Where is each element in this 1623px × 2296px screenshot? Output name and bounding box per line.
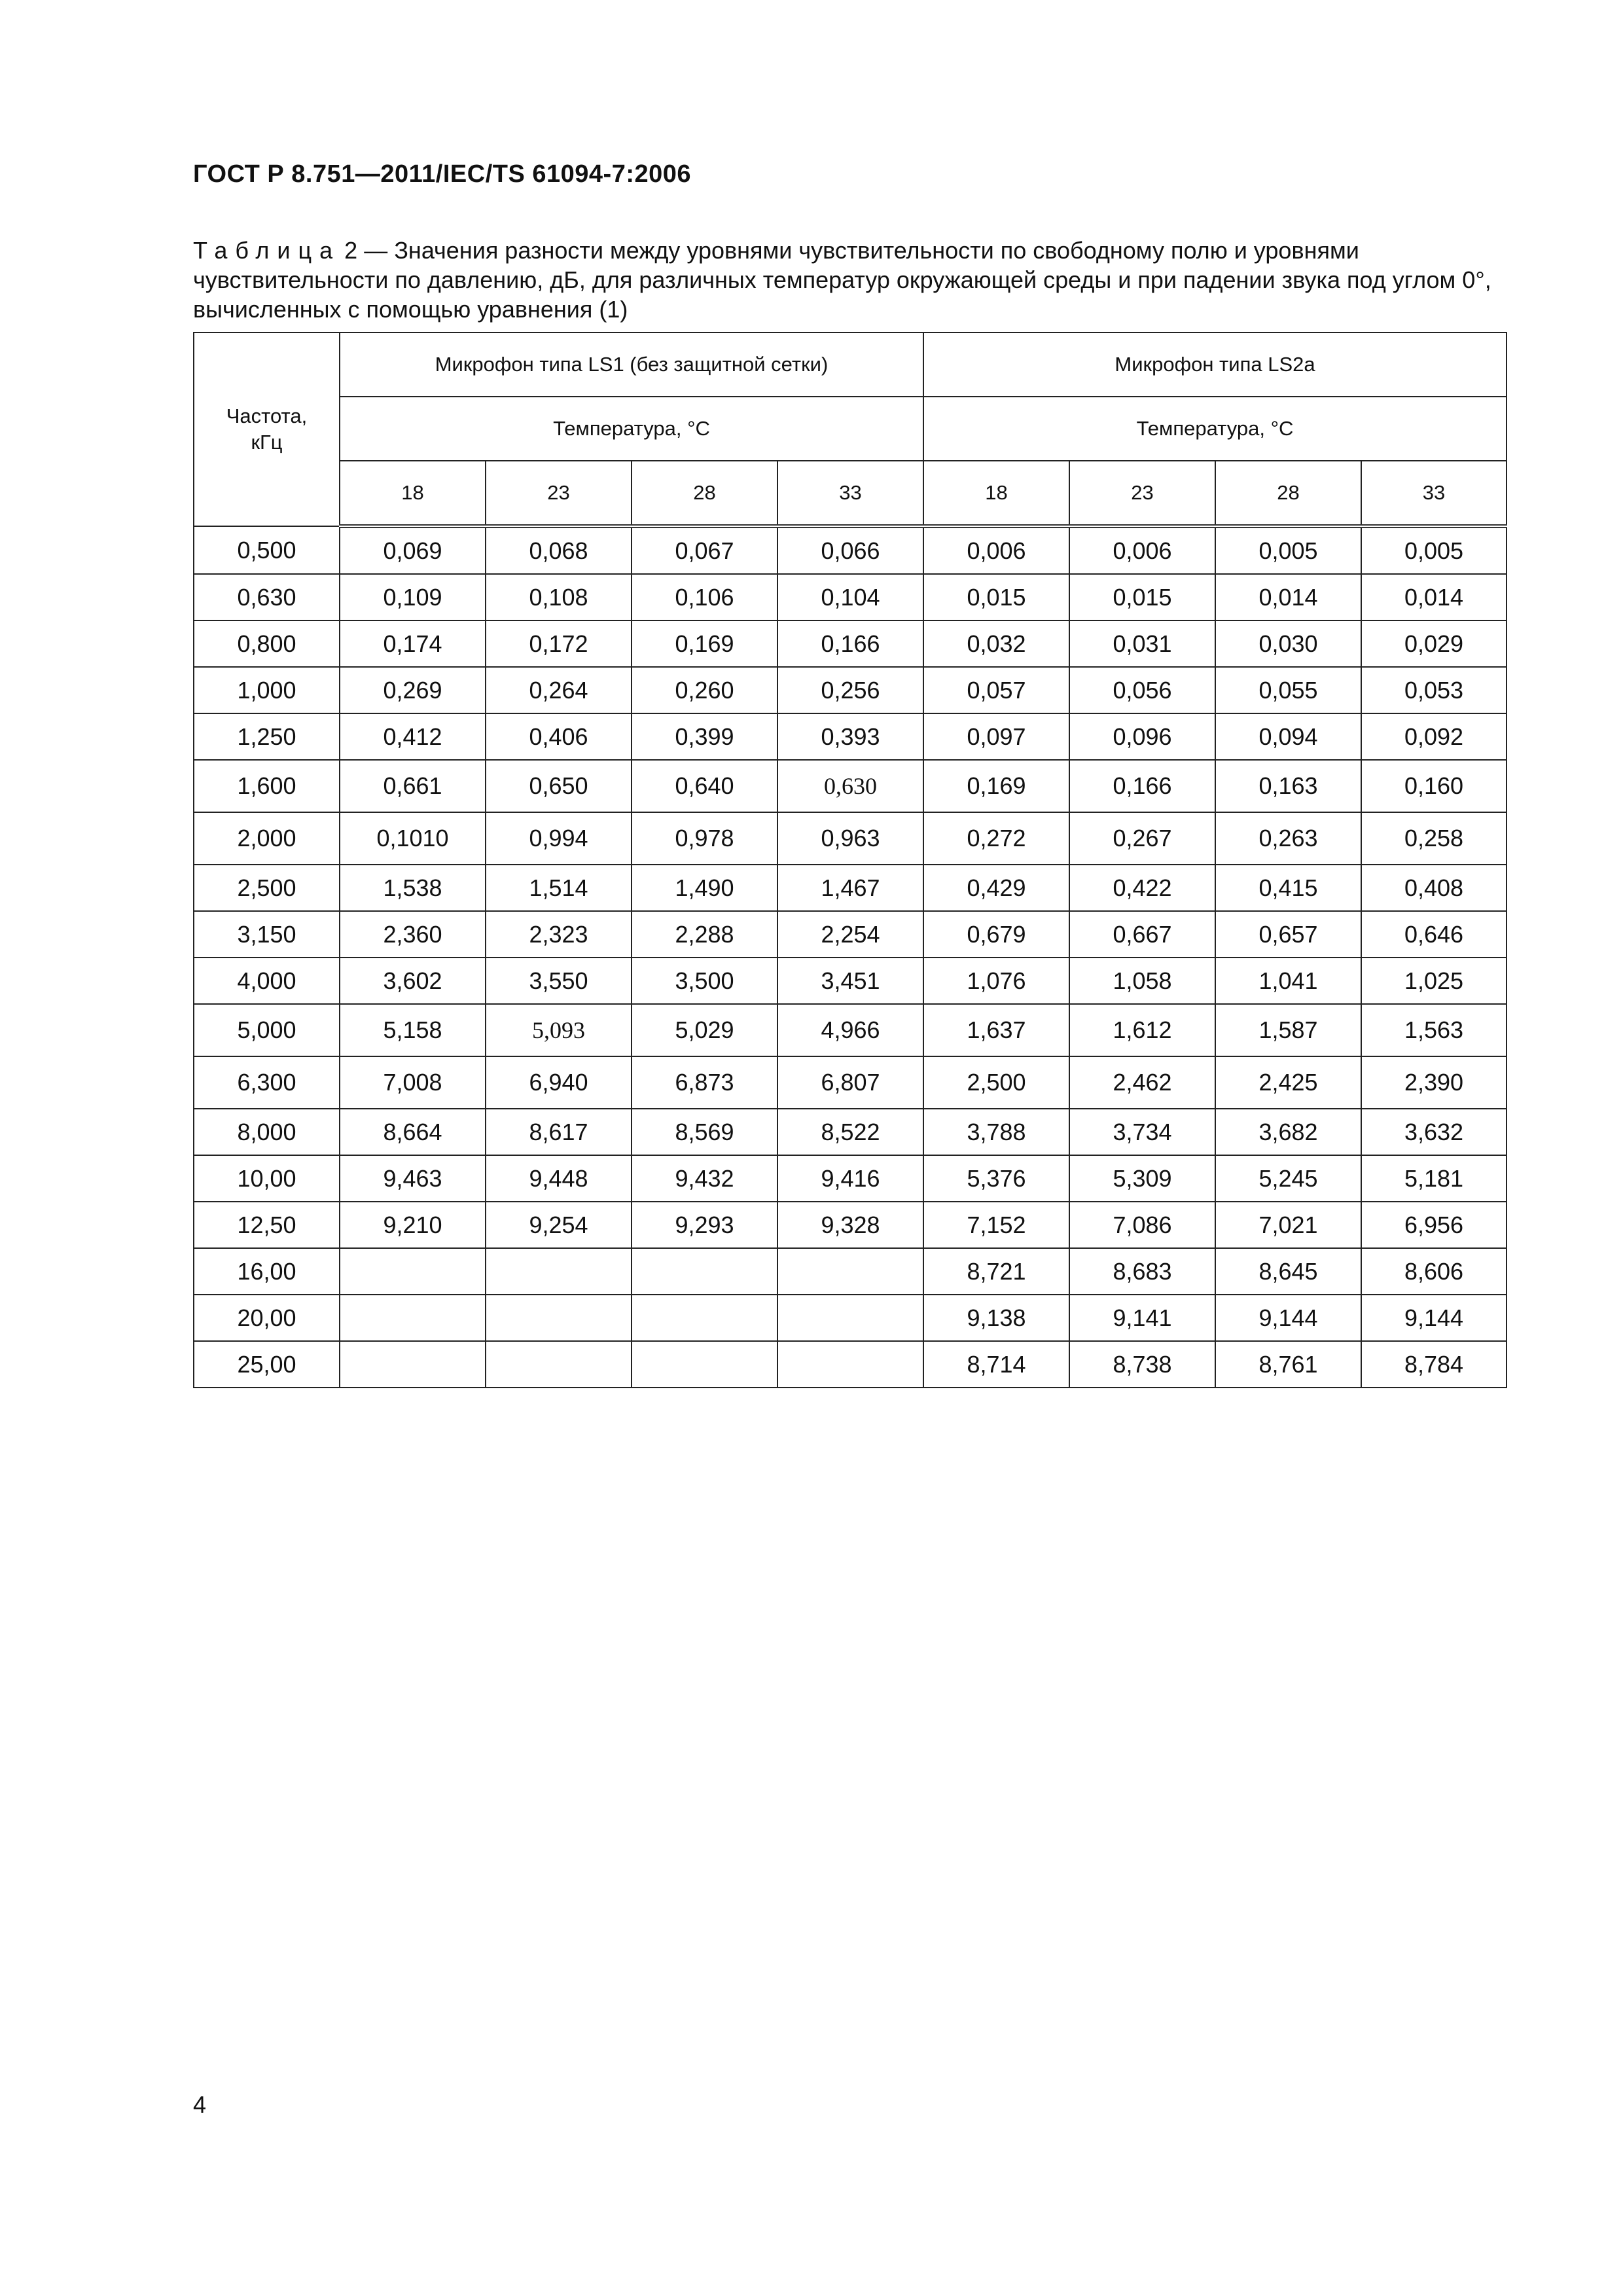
value-cell: 0,094 xyxy=(1215,713,1361,760)
table-row xyxy=(194,574,1507,620)
table-caption xyxy=(193,236,1495,324)
value-cell: 6,873 xyxy=(632,1056,777,1109)
value-cell: 0,415 xyxy=(1215,865,1361,911)
value-cell: 1,025 xyxy=(1361,958,1507,1004)
value-cell: 2,323 xyxy=(486,911,632,958)
value-cell: 0,053 xyxy=(1361,667,1507,713)
table-row xyxy=(194,1056,1507,1109)
table-row xyxy=(194,667,1507,713)
value-cell: 9,141 xyxy=(1069,1295,1215,1341)
table-row xyxy=(194,1202,1507,1248)
value-cell: 0,994 xyxy=(486,812,632,865)
table-row xyxy=(194,911,1507,958)
value-cell: 1,587 xyxy=(1215,1004,1361,1056)
value-cell: 1,058 xyxy=(1069,958,1215,1004)
value-cell: 0,166 xyxy=(777,620,923,667)
value-cell: 0,269 xyxy=(340,667,486,713)
temperature-column-header: 28 xyxy=(632,461,777,526)
value-cell xyxy=(340,1341,486,1388)
value-cell: 8,761 xyxy=(1215,1341,1361,1388)
value-cell: 9,328 xyxy=(777,1202,923,1248)
value-cell: 8,784 xyxy=(1361,1341,1507,1388)
value-cell: 3,602 xyxy=(340,958,486,1004)
value-cell: 2,360 xyxy=(340,911,486,958)
frequency-cell: 1,250 xyxy=(194,713,340,760)
temperature-column-header: 33 xyxy=(1361,461,1507,526)
value-cell: 8,569 xyxy=(632,1109,777,1155)
value-cell: 0,068 xyxy=(486,526,632,574)
value-cell: 0,412 xyxy=(340,713,486,760)
value-cell: 0,429 xyxy=(923,865,1069,911)
value-cell: 1,076 xyxy=(923,958,1069,1004)
value-cell: 0,014 xyxy=(1361,574,1507,620)
value-cell: 6,807 xyxy=(777,1056,923,1109)
value-cell: 9,138 xyxy=(923,1295,1069,1341)
frequency-cell: 2,500 xyxy=(194,865,340,911)
value-cell: 0,092 xyxy=(1361,713,1507,760)
value-cell: 0,630 xyxy=(777,760,923,812)
value-cell: 6,940 xyxy=(486,1056,632,1109)
table-row xyxy=(194,713,1507,760)
value-cell: 2,390 xyxy=(1361,1056,1507,1109)
value-cell: 0,108 xyxy=(486,574,632,620)
value-cell: 8,522 xyxy=(777,1109,923,1155)
table-row xyxy=(194,526,1507,574)
frequency-cell: 10,00 xyxy=(194,1155,340,1202)
frequency-cell: 16,00 xyxy=(194,1248,340,1295)
value-cell: 0,005 xyxy=(1215,526,1361,574)
value-cell: 5,158 xyxy=(340,1004,486,1056)
value-cell: 0,006 xyxy=(923,526,1069,574)
frequency-cell: 0,800 xyxy=(194,620,340,667)
value-cell: 2,500 xyxy=(923,1056,1069,1109)
value-cell: 2,425 xyxy=(1215,1056,1361,1109)
value-cell: 1,490 xyxy=(632,865,777,911)
value-cell: 0,169 xyxy=(923,760,1069,812)
group-header-ls2a: Микрофон типа LS2a xyxy=(923,332,1507,397)
value-cell: 0,014 xyxy=(1215,574,1361,620)
value-cell xyxy=(340,1295,486,1341)
value-cell: 0,174 xyxy=(340,620,486,667)
value-cell: 0,163 xyxy=(1215,760,1361,812)
value-cell: 3,734 xyxy=(1069,1109,1215,1155)
frequency-cell: 1,000 xyxy=(194,667,340,713)
value-cell: 0,160 xyxy=(1361,760,1507,812)
value-cell: 0,646 xyxy=(1361,911,1507,958)
frequency-cell: 12,50 xyxy=(194,1202,340,1248)
table-row xyxy=(194,760,1507,812)
value-cell: 0,650 xyxy=(486,760,632,812)
temperature-column-header: 23 xyxy=(486,461,632,526)
table-caption-label: Таблица xyxy=(193,237,341,264)
value-cell: 0,006 xyxy=(1069,526,1215,574)
value-cell: 8,683 xyxy=(1069,1248,1215,1295)
value-cell: 0,067 xyxy=(632,526,777,574)
value-cell: 3,500 xyxy=(632,958,777,1004)
value-cell: 0,096 xyxy=(1069,713,1215,760)
frequency-cell: 20,00 xyxy=(194,1295,340,1341)
value-cell: 0,679 xyxy=(923,911,1069,958)
temperature-column-header: 18 xyxy=(923,461,1069,526)
value-cell: 0,104 xyxy=(777,574,923,620)
value-cell: 0,406 xyxy=(486,713,632,760)
value-cell: 5,093 xyxy=(486,1004,632,1056)
value-cell: 1,041 xyxy=(1215,958,1361,1004)
table-row xyxy=(194,812,1507,865)
value-cell: 0,657 xyxy=(1215,911,1361,958)
value-cell xyxy=(777,1248,923,1295)
value-cell: 3,550 xyxy=(486,958,632,1004)
table-caption-number: 2 xyxy=(344,237,358,264)
temperature-header-ls1: Температура, °С xyxy=(340,397,923,461)
temperature-column-header: 18 xyxy=(340,461,486,526)
value-cell: 4,966 xyxy=(777,1004,923,1056)
value-cell: 0,640 xyxy=(632,760,777,812)
value-cell: 9,254 xyxy=(486,1202,632,1248)
value-cell: 8,714 xyxy=(923,1341,1069,1388)
value-cell: 0,031 xyxy=(1069,620,1215,667)
value-cell: 6,956 xyxy=(1361,1202,1507,1248)
frequency-header: Частота, кГц xyxy=(194,332,340,526)
value-cell: 1,514 xyxy=(486,865,632,911)
table-row xyxy=(194,1248,1507,1295)
value-cell: 5,245 xyxy=(1215,1155,1361,1202)
value-cell: 5,181 xyxy=(1361,1155,1507,1202)
value-cell: 0,260 xyxy=(632,667,777,713)
value-cell: 1,637 xyxy=(923,1004,1069,1056)
value-cell: 7,021 xyxy=(1215,1202,1361,1248)
table-row xyxy=(194,620,1507,667)
frequency-cell: 8,000 xyxy=(194,1109,340,1155)
value-cell: 0,258 xyxy=(1361,812,1507,865)
value-cell: 0,015 xyxy=(923,574,1069,620)
value-cell: 1,538 xyxy=(340,865,486,911)
value-cell xyxy=(777,1341,923,1388)
value-cell: 0,032 xyxy=(923,620,1069,667)
value-cell: 0,963 xyxy=(777,812,923,865)
value-cell: 0,1010 xyxy=(340,812,486,865)
page-number: 4 xyxy=(193,2091,207,2118)
value-cell: 5,376 xyxy=(923,1155,1069,1202)
value-cell: 3,682 xyxy=(1215,1109,1361,1155)
table-row xyxy=(194,865,1507,911)
data-table xyxy=(193,332,1507,1388)
table-row xyxy=(194,1155,1507,1202)
value-cell: 5,309 xyxy=(1069,1155,1215,1202)
value-cell xyxy=(486,1248,632,1295)
value-cell: 0,393 xyxy=(777,713,923,760)
value-cell: 8,617 xyxy=(486,1109,632,1155)
value-cell: 9,210 xyxy=(340,1202,486,1248)
value-cell: 0,055 xyxy=(1215,667,1361,713)
value-cell: 9,463 xyxy=(340,1155,486,1202)
table-caption-text: — Значения разности между уровнями чувствительности по свободному полю и уровнями чувствительности по давлению, дБ, для различных температур окружающей среды и при падении звука под углом 0°, вычисленных с помощью уравнения (1) xyxy=(193,237,1491,323)
value-cell: 0,109 xyxy=(340,574,486,620)
value-cell: 3,632 xyxy=(1361,1109,1507,1155)
value-cell xyxy=(632,1295,777,1341)
value-cell: 3,788 xyxy=(923,1109,1069,1155)
value-cell xyxy=(340,1248,486,1295)
table-row xyxy=(194,958,1507,1004)
value-cell: 0,264 xyxy=(486,667,632,713)
value-cell: 7,152 xyxy=(923,1202,1069,1248)
value-cell: 9,144 xyxy=(1215,1295,1361,1341)
value-cell: 9,432 xyxy=(632,1155,777,1202)
value-cell: 0,399 xyxy=(632,713,777,760)
temperature-column-header: 23 xyxy=(1069,461,1215,526)
value-cell: 8,721 xyxy=(923,1248,1069,1295)
value-cell: 9,448 xyxy=(486,1155,632,1202)
value-cell: 0,106 xyxy=(632,574,777,620)
table-row xyxy=(194,1295,1507,1341)
temperature-column-header: 33 xyxy=(777,461,923,526)
value-cell: 8,664 xyxy=(340,1109,486,1155)
frequency-cell: 6,300 xyxy=(194,1056,340,1109)
value-cell: 2,288 xyxy=(632,911,777,958)
value-cell: 1,467 xyxy=(777,865,923,911)
document-code-header: ГОСТ Р 8.751—2011/IEC/TS 61094-7:2006 xyxy=(193,160,692,188)
table-body xyxy=(194,526,1507,1388)
value-cell: 7,008 xyxy=(340,1056,486,1109)
value-cell xyxy=(486,1341,632,1388)
value-cell xyxy=(632,1341,777,1388)
value-cell: 0,172 xyxy=(486,620,632,667)
frequency-cell: 0,630 xyxy=(194,574,340,620)
frequency-cell: 0,500 xyxy=(194,526,340,574)
value-cell xyxy=(777,1295,923,1341)
frequency-cell: 4,000 xyxy=(194,958,340,1004)
value-cell: 0,015 xyxy=(1069,574,1215,620)
value-cell: 0,267 xyxy=(1069,812,1215,865)
value-cell: 7,086 xyxy=(1069,1202,1215,1248)
value-cell: 0,069 xyxy=(340,526,486,574)
value-cell: 0,408 xyxy=(1361,865,1507,911)
value-cell: 8,606 xyxy=(1361,1248,1507,1295)
value-cell: 0,066 xyxy=(777,526,923,574)
value-cell: 1,612 xyxy=(1069,1004,1215,1056)
value-cell: 2,462 xyxy=(1069,1056,1215,1109)
table-row xyxy=(194,1004,1507,1056)
value-cell: 0,005 xyxy=(1361,526,1507,574)
value-cell: 9,293 xyxy=(632,1202,777,1248)
value-cell: 9,416 xyxy=(777,1155,923,1202)
table-row xyxy=(194,1109,1507,1155)
value-cell: 1,563 xyxy=(1361,1004,1507,1056)
frequency-cell: 1,600 xyxy=(194,760,340,812)
value-cell: 0,661 xyxy=(340,760,486,812)
value-cell: 0,978 xyxy=(632,812,777,865)
frequency-cell: 3,150 xyxy=(194,911,340,958)
group-header-ls1: Микрофон типа LS1 (без защитной сетки) xyxy=(340,332,923,397)
value-cell: 8,738 xyxy=(1069,1341,1215,1388)
value-cell: 0,256 xyxy=(777,667,923,713)
value-cell: 2,254 xyxy=(777,911,923,958)
value-cell: 0,263 xyxy=(1215,812,1361,865)
value-cell: 0,422 xyxy=(1069,865,1215,911)
value-cell: 0,030 xyxy=(1215,620,1361,667)
value-cell: 0,056 xyxy=(1069,667,1215,713)
value-cell: 5,029 xyxy=(632,1004,777,1056)
frequency-cell: 25,00 xyxy=(194,1341,340,1388)
value-cell xyxy=(632,1248,777,1295)
temperature-header-ls2a: Температура, °С xyxy=(923,397,1507,461)
table-row xyxy=(194,1341,1507,1388)
value-cell: 9,144 xyxy=(1361,1295,1507,1341)
value-cell: 0,097 xyxy=(923,713,1069,760)
value-cell: 8,645 xyxy=(1215,1248,1361,1295)
value-cell xyxy=(486,1295,632,1341)
frequency-cell: 5,000 xyxy=(194,1004,340,1056)
value-cell: 0,667 xyxy=(1069,911,1215,958)
value-cell: 0,166 xyxy=(1069,760,1215,812)
temperature-values-row xyxy=(194,461,1507,526)
value-cell: 3,451 xyxy=(777,958,923,1004)
value-cell: 0,169 xyxy=(632,620,777,667)
frequency-cell: 2,000 xyxy=(194,812,340,865)
temperature-column-header: 28 xyxy=(1215,461,1361,526)
value-cell: 0,057 xyxy=(923,667,1069,713)
value-cell: 0,272 xyxy=(923,812,1069,865)
value-cell: 0,029 xyxy=(1361,620,1507,667)
